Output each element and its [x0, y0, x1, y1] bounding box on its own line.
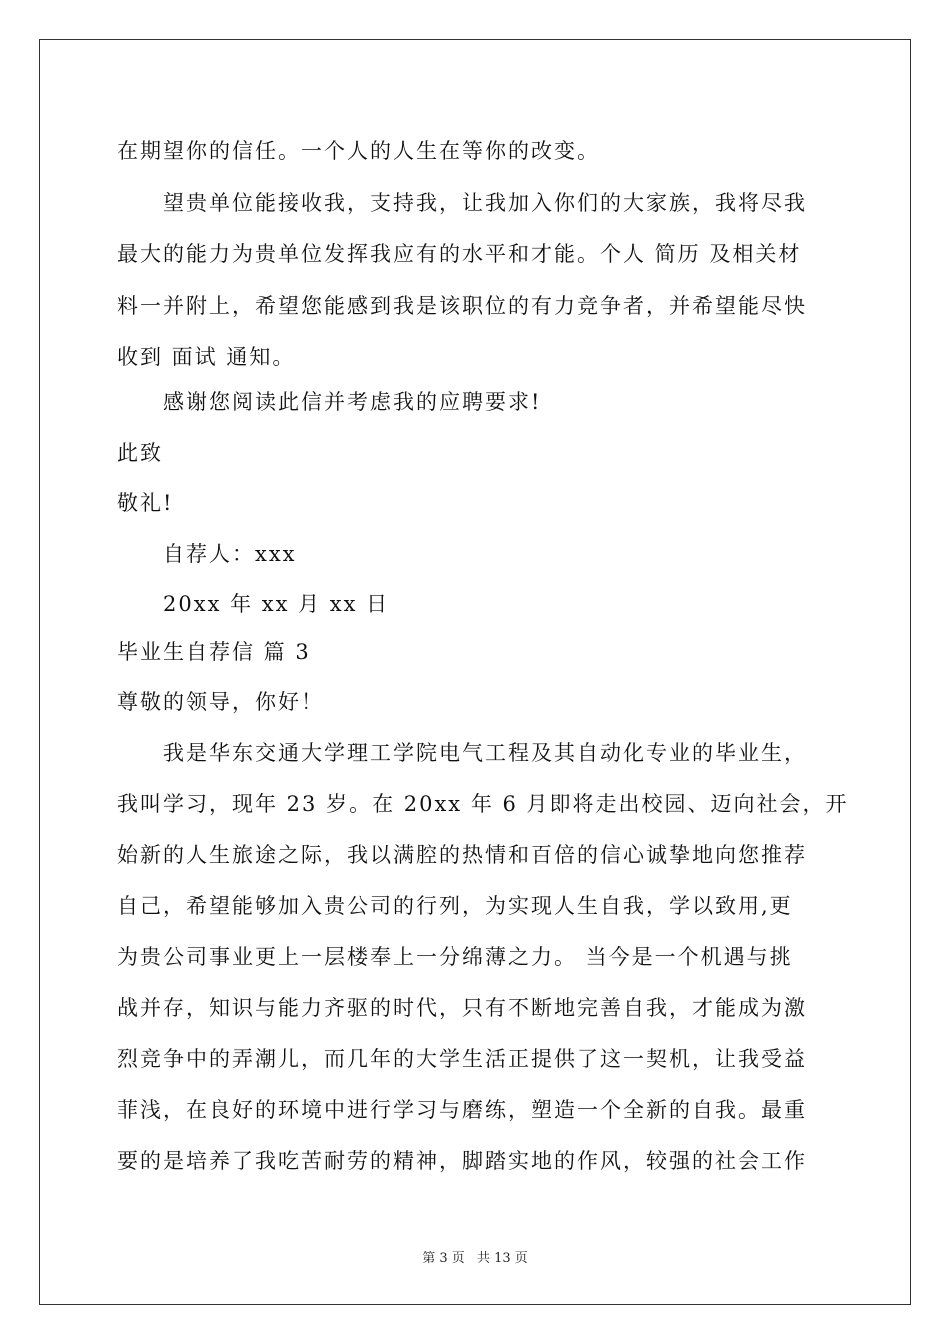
salutation-regards: 敬礼!: [117, 491, 174, 515]
greeting: 尊敬的领导，你好！: [117, 690, 324, 714]
page-number: 第 3 页: [422, 1251, 465, 1266]
text-line: 我叫学习，现年 23 岁。在 20xx 年 6 月即将走出校园、迈向社会，开: [117, 792, 849, 816]
text-line: 感谢您阅读此信并考虑我的应聘要求!: [163, 390, 542, 414]
text-line: 望贵单位能接收我，支持我，让我加入你们的大家族，我将尽我: [163, 191, 807, 215]
text-line: 我是华东交通大学理工学院电气工程及其自动化专业的毕业生，: [163, 741, 807, 765]
page-total: 共 13 页: [476, 1251, 528, 1266]
signature-date: 20xx 年 xx 月 xx 日: [163, 592, 390, 616]
section-heading: 毕业生自荐信 篇 3: [117, 640, 311, 664]
text-line: 在期望你的信任。一个人的人生在等你的改变。: [117, 139, 600, 163]
text-line: 自己，希望能够加入贵公司的行列，为实现人生自我，学以致用,更: [117, 894, 793, 918]
text-line: 要的是培养了我吃苦耐劳的精神，脚踏实地的作风，较强的社会工作: [117, 1149, 807, 1173]
text-line: 始新的人生旅途之际，我以满腔的热情和百倍的信心诚挚地向您推荐: [117, 843, 807, 867]
text-line: 烈竞争中的弄潮儿，而几年的大学生活正提供了这一契机，让我受益: [117, 1047, 807, 1071]
text-line: 收到 面试 通知。: [117, 345, 296, 369]
text-line: 为贵公司事业更上一层楼奉上一分绵薄之力。 当今是一个机遇与挑: [117, 945, 793, 969]
text-line: 最大的能力为贵单位发挥我应有的水平和才能。个人 简历 及相关材: [117, 242, 802, 266]
salutation-closing: 此致: [117, 441, 163, 465]
signature-name: 自荐人：xxx: [163, 542, 297, 566]
page-footer: [0, 1247, 950, 1266]
text-line: 战并存，知识与能力齐驱的时代，只有不断地完善自我，才能成为激: [117, 996, 807, 1020]
text-line: 菲浅，在良好的环境中进行学习与磨练，塑造一个全新的自我。最重: [117, 1098, 807, 1122]
text-line: 料一并附上，希望您能感到我是该职位的有力竞争者，并希望能尽快: [117, 294, 807, 318]
